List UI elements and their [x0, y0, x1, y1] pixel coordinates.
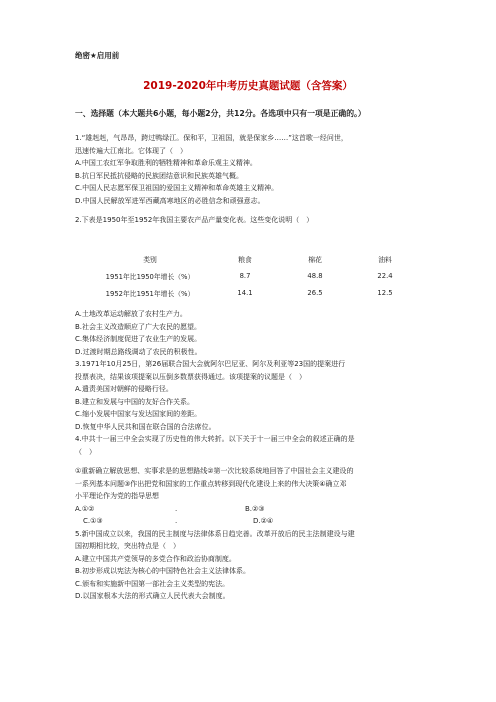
- q5-option-d: D.以国家根本大法的形式确立人民代表大会制度。: [75, 592, 230, 600]
- table-cell: 48.8: [307, 271, 323, 280]
- q1-option-d: D.中国人民解放军进军西藏高寒地区的必胜信念和顽强意志。: [75, 196, 265, 205]
- q2-option-d: D.过渡时期总路线调动了农民的积极性。: [75, 347, 202, 356]
- table-row: [90, 284, 420, 301]
- q4-dot: .: [175, 517, 178, 525]
- table-cell: 8.7: [239, 271, 251, 280]
- table-header-row: [90, 250, 420, 267]
- q1-option-c: C.中国人民志愿军保卫祖国的爱国主义精神和革命英雄主义精神。: [75, 184, 279, 192]
- table-row: [90, 267, 420, 284]
- q4-options-row1: [75, 503, 420, 516]
- table-cell: 14.1: [237, 288, 253, 297]
- table-header-cell: 粮食: [238, 255, 252, 264]
- table-cell: 12.5: [377, 288, 393, 297]
- q5-stem-line2: 国初期相比较，突出特点是（ ）: [75, 542, 180, 550]
- q3-option-d: D.恢复中华人民共和国在联合国的合法席位。: [75, 422, 216, 431]
- page-title: 2019-2020年中考历史真题试题（含答案）: [143, 80, 353, 92]
- q3-stem-line1: 3.1971年10月25日，第26届联合国大会就阿尔巴尼亚、阿尔及利亚等23国的提案进行: [75, 360, 346, 368]
- q4-dot: .: [175, 504, 178, 513]
- secret-label: 绝密★启用前: [75, 51, 120, 60]
- q2-stem: 2.下表是1950年至1952年我国主要农产品产量变化表。这些变化说明（ ）: [75, 216, 314, 224]
- table-cell: 26.5: [307, 288, 323, 297]
- question-2-options: [75, 308, 420, 603]
- q1-stem-line2: 迅速传遍大江南北。它体现了（ ）: [75, 146, 187, 155]
- q2-option-a: A.土地改革运动解放了农村生产力。: [75, 310, 187, 318]
- table-cell: 1952年比1951年增长（%）: [105, 289, 195, 298]
- q4-option-d: D.②④: [253, 517, 274, 525]
- q1-stem-line1: 1.“雄赳赳，气昂昂，跨过鸭绿江。保和平，卫祖国，就是保家乡……”这首歌一经问世，: [75, 134, 348, 142]
- q4-option-b: B.②③: [245, 504, 265, 513]
- q3-option-b: B.建立和发展与中国的友好合作关系。: [75, 397, 195, 406]
- production-table: [90, 250, 420, 301]
- table-header-cell: 类别: [143, 255, 157, 264]
- q5-stem-line1: 5.新中国成立以来，我国的民主制度与法律体系日趋完善。改革开放后的民主法制建设与建: [75, 529, 355, 538]
- q4-option-c: C.①③: [83, 517, 103, 525]
- table-cell: 22.4: [377, 271, 393, 280]
- q4-stem-line1: 4.中共十一届三中全会实现了历史性的伟大转折。以下关于十一届三中全会的叙述正确的是: [75, 435, 355, 443]
- q3-stem-line2: 投票表决，结果该项提案以压倒多数票获得通过。该项提案的议题是（ ）: [75, 372, 306, 381]
- section-heading: 一、选择题（本大题共6小题，每小题2分，共12分。各选项中只有一项是正确的。）: [75, 109, 366, 118]
- table-header-cell: 油料: [378, 255, 392, 264]
- q4-body-line3: 小平理论作为党的指导思想: [75, 492, 159, 500]
- table-cell: 1951年比1950年增长（%）: [105, 272, 195, 281]
- q5-option-c: C.颁布和实施新中国第一部社会主义类型的宪法。: [75, 579, 230, 588]
- q4-option-a: A.①②: [75, 504, 95, 513]
- q4-body-line2: 一系列基本问题③作出把党和国家的工作重点转移到现代化建设上来的伟大决策④确立邓: [75, 479, 347, 488]
- table-header-cell: 棉花: [308, 255, 322, 264]
- q3-option-a: A.遣责美国对朝鲜的侵略行径。: [75, 385, 173, 393]
- q1-option-b: B.抗日军民抵抗侵略的民族团结意识和民族英雄气概。: [75, 171, 244, 180]
- q2-option-b: B.社会主义改造顺应了广大农民的愿望。: [75, 322, 202, 331]
- q2-option-c: C.集体经济制度促进了农业生产的发展。: [75, 335, 202, 343]
- q5-option-a: A.建立中国共产党领导的多党合作和政治协商制度。: [75, 554, 236, 563]
- q4-stem-line2: （ ）: [75, 447, 96, 456]
- q4-body-line1: ①重新确立解放思想、实事求是的思想路线②第一次比较系统地回答了中国社会主义建设的: [75, 467, 354, 475]
- q1-option-a: A.中国工农红军争取胜利的牺牲精神和革命乐观主义精神。: [75, 159, 257, 167]
- q4-options-row2: [75, 515, 420, 528]
- question-1: [75, 132, 420, 227]
- q3-option-c: C.缩小发展中国家与发达国家间的差距。: [75, 410, 202, 418]
- q5-option-b: B.初步形成以宪法为核心的中国特色社会主义法律体系。: [75, 567, 251, 575]
